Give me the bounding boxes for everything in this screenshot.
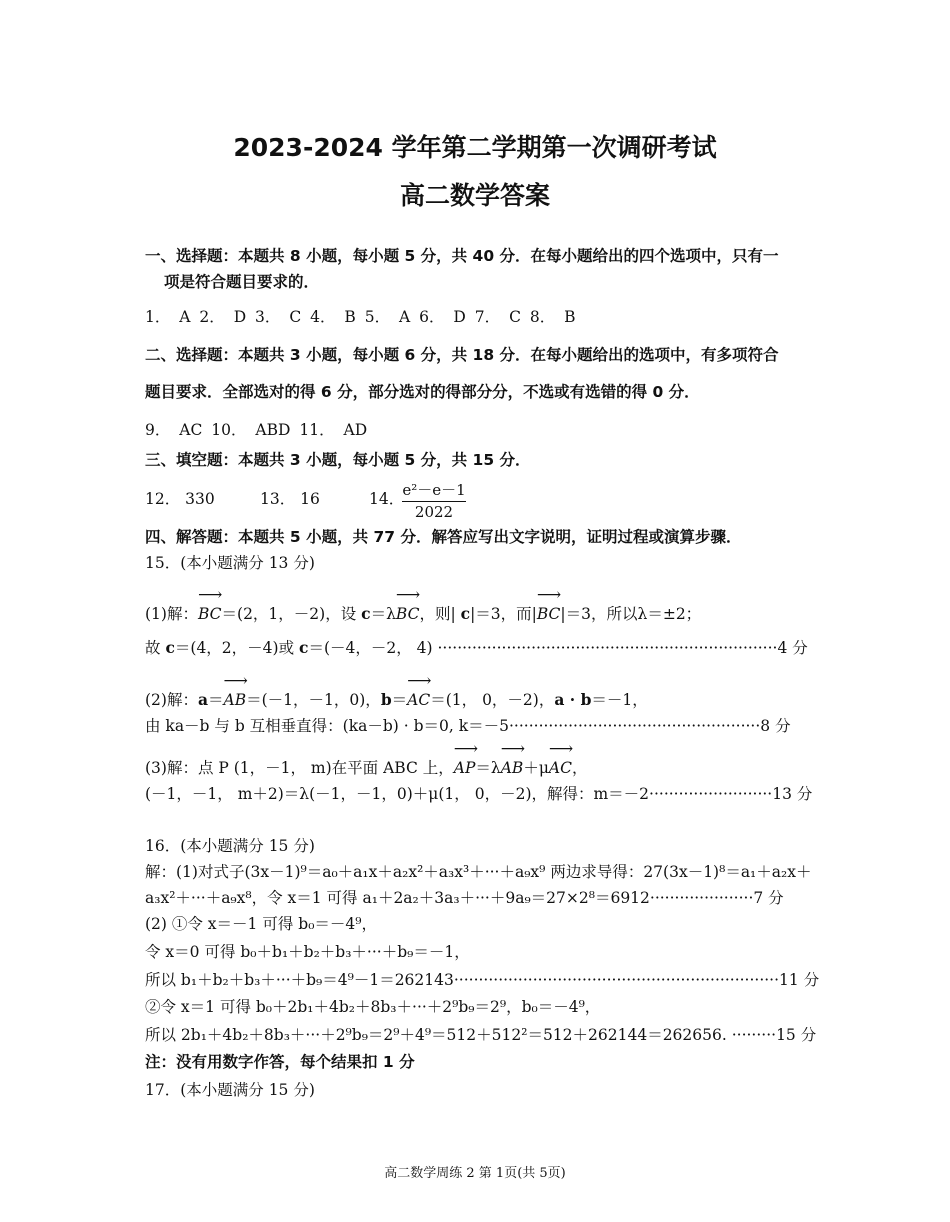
- page-footer: 高二数学周练 2 第 1页(共 5页): [384, 1166, 566, 1181]
- vector-c: c: [299, 638, 309, 657]
- vector-c: c: [165, 638, 175, 657]
- vector-ac: ⟶ AC: [549, 758, 572, 778]
- q16-line1: 解：(1)对式子(3x－1)⁹＝a₀＋a₁x＋a₂x²＋a₃x³＋···＋a₉x⁹ 两边求导得：27(3x－1)⁸＝a₁＋a₂x＋: [145, 863, 812, 881]
- q16-note: 注：没有用数字作答，每个结果扣 1 分: [145, 1053, 415, 1071]
- fraction-numerator: e²－e－1: [402, 480, 466, 502]
- section1-answers: 1． A 2． D 3． C 4． B 5． A 6． D 7． C 8． B: [145, 308, 576, 326]
- text: ＝(4，2，－4)或: [174, 639, 299, 657]
- text: (3)解：点 P (1，－1， m)在平面 ABC 上，: [145, 759, 454, 777]
- q17-header: 17．(本小题满分 15 分): [145, 1081, 315, 1099]
- text: ，则|: [419, 605, 461, 623]
- answer-q14-fraction: [402, 480, 466, 522]
- text: ＝: [208, 691, 224, 709]
- text: ＝(－1，－1，0)，: [246, 691, 381, 709]
- vector-bc: ⟶ BC: [537, 604, 561, 624]
- section2-intro-line1: 二、选择题：本题共 3 小题，每小题 6 分，共 18 分．在每小题给出的选项中，有多项符合: [145, 346, 779, 364]
- q16-line4: 令 x＝0 可得 b₀＋b₁＋b₂＋b₃＋···＋b₉＝－1，: [145, 943, 470, 961]
- vector-c: c: [460, 604, 471, 623]
- text: ＝(－4，－2， 4) ·····································································4 分: [308, 639, 808, 657]
- text: ＝λ: [475, 759, 501, 777]
- section2-answers: 9． AC 10． ABD 11． AD: [145, 421, 368, 439]
- vector-b: b: [380, 690, 392, 709]
- text: ＝(1， 0，－2)，: [430, 691, 555, 709]
- q15-part2-line1: [145, 690, 648, 710]
- fraction-denominator: 2022: [414, 503, 454, 521]
- document-title: 2023-2024 学年第二学期第一次调研考试: [233, 133, 717, 162]
- document-subtitle: 高二数学答案: [399, 181, 550, 210]
- text: |＝3，所以λ＝±2；: [560, 605, 702, 623]
- q16-line7: 所以 2b₁＋4b₂＋8b₃＋···＋2⁹b₉＝2⁹＋4⁹＝512＋512²＝512＋262144＝262656. ·········15 分: [145, 1026, 817, 1044]
- text: 故: [145, 639, 166, 657]
- vector-bc: ⟶ BC: [396, 604, 420, 624]
- vector-c: c: [361, 604, 371, 623]
- text: ＝λ: [370, 605, 396, 623]
- section4-intro: 四、解答题：本题共 5 小题，共 77 分．解答应写出文字说明，证明过程或演算步骤．: [145, 528, 742, 546]
- text: ＋μ: [523, 759, 549, 777]
- text: ＝－1，: [591, 691, 648, 709]
- vector-ab: ⟶ AB: [224, 690, 247, 710]
- q16-line3: (2) ①令 x＝－1 可得 b₀＝－4⁹，: [145, 915, 377, 933]
- answer-q14-label: 14．: [369, 490, 405, 508]
- answer-q12: 12． 330: [145, 490, 215, 508]
- text: |＝3，而|: [470, 605, 537, 623]
- section2-intro-line2: 题目要求．全部选对的得 6 分，部分选对的得部分分，不选或有选错的得 0 分．: [145, 383, 700, 401]
- dot-product: a · b: [554, 690, 592, 709]
- q16-line2: a₃x²＋···＋a₉x⁸，令 x＝1 可得 a₁＋2a₂＋3a₃＋···＋9a₉＝27×2⁸＝6912·····················7 分: [145, 889, 784, 907]
- text: ，: [571, 759, 588, 777]
- vector-ab: ⟶ AB: [501, 758, 524, 778]
- q16-header: 16．(本小题满分 15 分): [145, 837, 315, 855]
- section1-intro-line1: 一、选择题：本题共 8 小题，每小题 5 分，共 40 分．在每小题给出的四个选项中，只有一: [145, 247, 779, 265]
- vector-a: a: [197, 690, 209, 709]
- section1-intro-line2: 项是符合题目要求的．: [164, 273, 320, 291]
- q16-line6: ②令 x＝1 可得 b₀＋2b₁＋4b₂＋8b₃＋···＋2⁹b₉＝2⁹，b₀＝－4⁹，: [145, 998, 601, 1016]
- answer-q13: 13． 16: [260, 490, 320, 508]
- q15-part1-line2: [145, 638, 808, 658]
- q16-line5: 所以 b₁＋b₂＋b₃＋···＋b₉＝4⁹－1＝262143··································································11 分: [145, 971, 820, 989]
- q15-part3-line1: [145, 758, 587, 778]
- vector-ap: ⟶ AP: [454, 758, 476, 778]
- q15-part2-line2: 由 ka－b 与 b 互相垂直得：(ka－b) · b＝0, k＝－5···················································8 分: [145, 717, 791, 735]
- section3-intro: 三、填空题：本题共 3 小题，每小题 5 分，共 15 分．: [145, 451, 531, 469]
- q15-header: 15．(本小题满分 13 分): [145, 554, 315, 572]
- q15-part1-line1: [145, 604, 701, 624]
- text: ＝: [391, 691, 408, 709]
- text: (2)解：: [145, 691, 198, 709]
- text: (1)解：: [145, 605, 198, 623]
- vector-ac: ⟶ AC: [407, 690, 430, 710]
- text: ＝(2，1，－2)，设: [221, 605, 362, 623]
- q15-part3-line2: (－1，－1， m＋2)＝λ(－1，－1，0)＋μ(1， 0，－2)，解得：m＝－2·························13 分: [145, 785, 813, 803]
- vector-bc: ⟶ BC: [198, 604, 222, 624]
